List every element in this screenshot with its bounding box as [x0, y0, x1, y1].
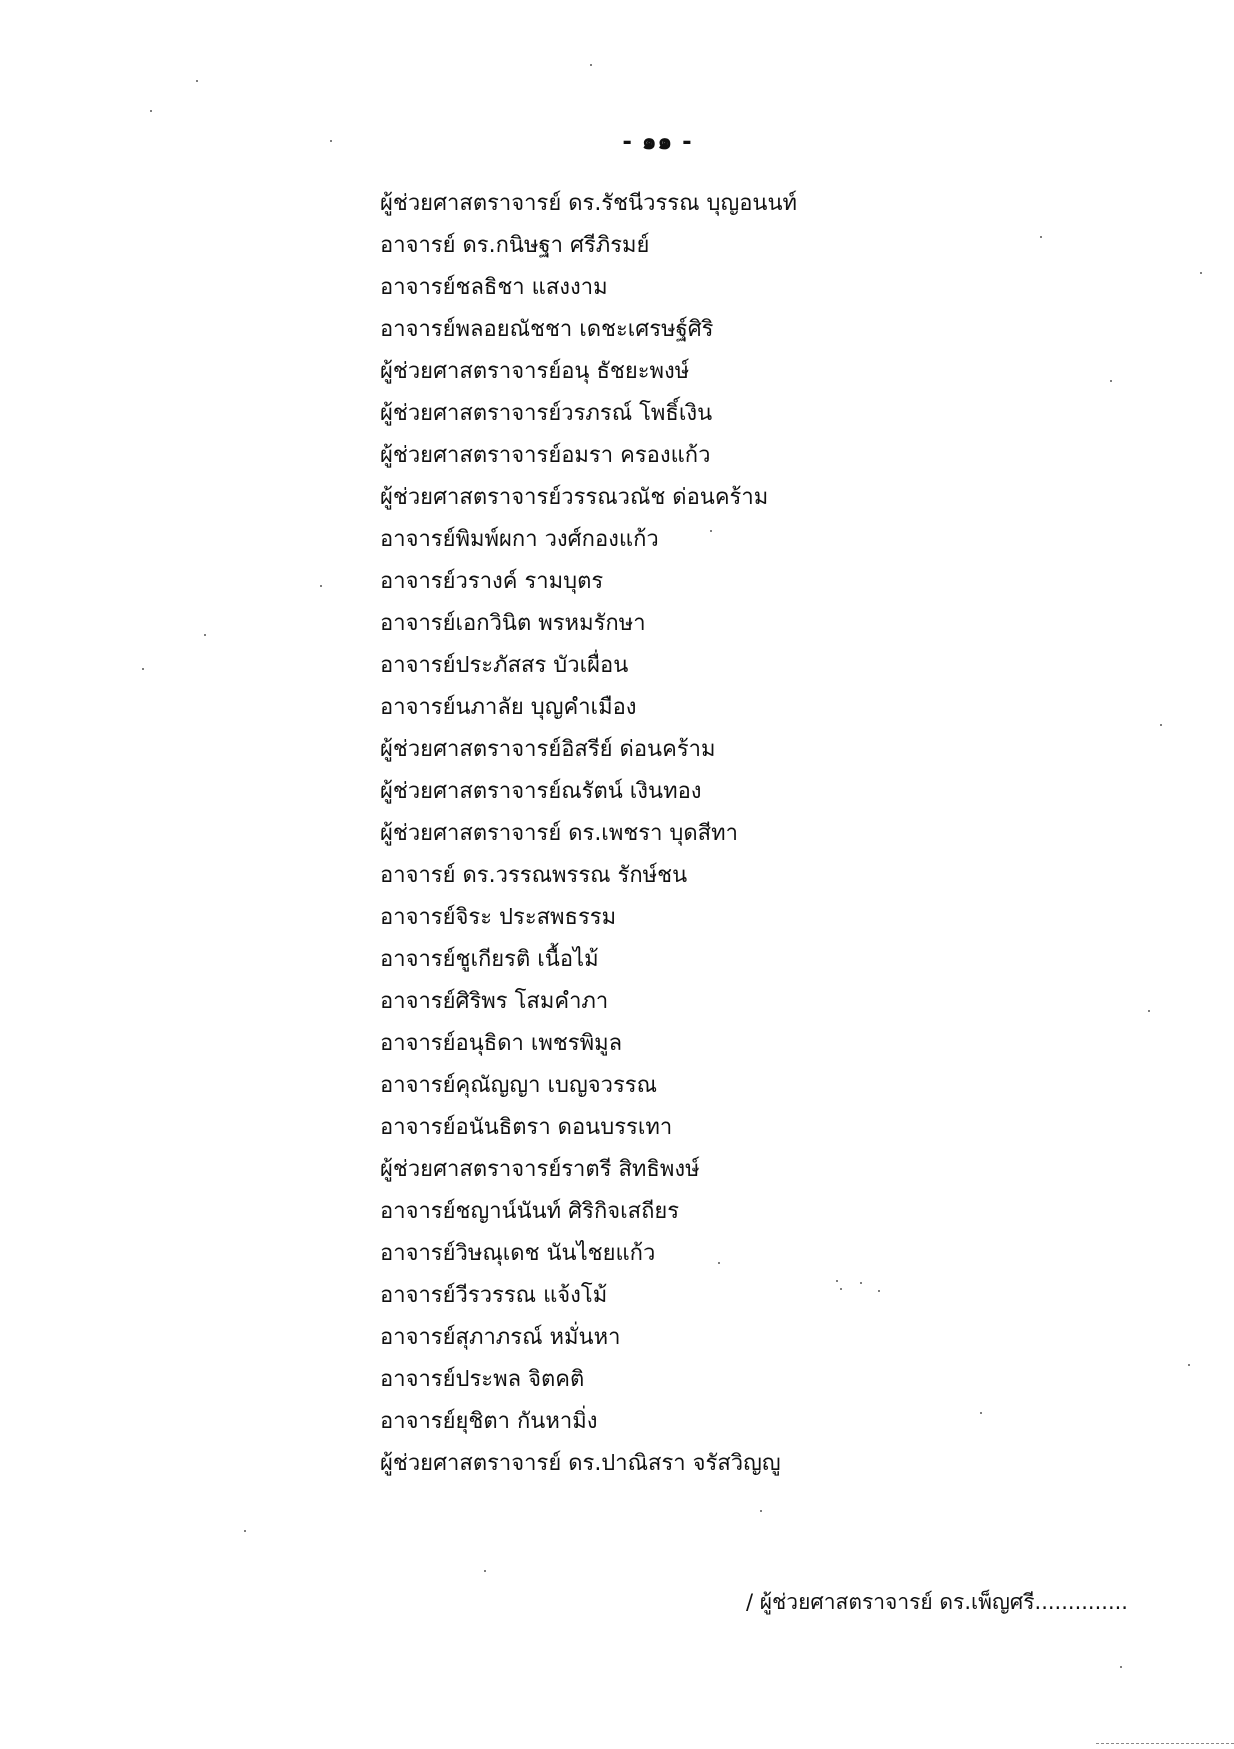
list-item: อาจารย์เอกวินิต พรหมรักษา: [380, 611, 646, 636]
scan-speck: [196, 80, 198, 82]
scan-speck: [860, 1282, 862, 1284]
scan-speck: [836, 1280, 838, 1282]
scan-speck: [760, 1510, 762, 1512]
scan-speck: [840, 1288, 842, 1290]
name-list: [380, 183, 797, 1485]
list-item: ผู้ช่วยศาสตราจารย์ ดร.ปาณิสรา จรัสวิญญู: [380, 1451, 781, 1476]
list-item: อาจารย์คุณัญญา เบญจวรรณ: [380, 1073, 657, 1098]
scan-speck: [330, 140, 332, 142]
list-item: อาจารย์นภาลัย บุญคำเมือง: [380, 695, 637, 720]
scan-speck: [1120, 1666, 1122, 1668]
scan-speck: [1188, 1364, 1190, 1366]
list-item: ผู้ช่วยศาสตราจารย์อมรา ครองแก้ว: [380, 443, 711, 468]
scan-speck: [1040, 236, 1042, 238]
list-item: อาจารย์ศิริพร โสมคำภา: [380, 989, 609, 1014]
scan-speck: [878, 1290, 880, 1292]
scan-speck: [1200, 272, 1202, 274]
list-item: อาจารย์ชญาน์นันท์ ศิริกิจเสถียร: [380, 1199, 680, 1224]
list-item: อาจารย์พลอยณัชชา เดชะเศรษฐ์ศิริ: [380, 317, 714, 342]
list-item: อาจารย์ประภัสสร บัวเผื่อน: [380, 653, 629, 678]
list-item: ผู้ช่วยศาสตราจารย์วรภรณ์ โพธิ์เงิน: [380, 401, 713, 426]
list-item: อาจารย์ ดร.วรรณพรรณ รักษ์ชน: [380, 863, 688, 888]
list-item: ผู้ช่วยศาสตราจารย์ราตรี สิทธิพงษ์: [380, 1157, 700, 1182]
list-item: อาจารย์อนุธิดา เพชรพิมูล: [380, 1031, 623, 1056]
page-number: - ๑๑ -: [622, 129, 693, 155]
list-item: อาจารย์วรางค์ รามบุตร: [380, 569, 604, 594]
scan-speck: [142, 668, 144, 670]
scan-speck: [718, 1262, 720, 1264]
list-item: ผู้ช่วยศาสตราจารย์ณรัตน์ เงินทอง: [380, 779, 702, 804]
list-item: อาจารย์สุภาภรณ์ หมั่นหา: [380, 1325, 621, 1350]
list-item: ผู้ช่วยศาสตราจารย์อิสรีย์ ด่อนคร้าม: [380, 737, 716, 762]
list-item: ผู้ช่วยศาสตราจารย์ ดร.รัชนีวรรณ บุญอนนท์: [380, 191, 797, 216]
scan-speck: [1148, 1010, 1150, 1012]
list-item: อาจารย์ ดร.กนิษฐา ศรีภิรมย์: [380, 233, 650, 258]
list-item: อาจารย์ยุชิตา กันหามิ่ง: [380, 1409, 598, 1434]
scan-speck: [710, 530, 712, 532]
scan-speck: [244, 1530, 246, 1532]
list-item: ผู้ช่วยศาสตราจารย์อนุ ธัชยะพงษ์: [380, 359, 690, 384]
continuation-note: / ผู้ช่วยศาสตราจารย์ ดร.เพ็ญศรี..............: [746, 1590, 1128, 1614]
list-item: อาจารย์วิษณุเดช นันไชยแก้ว: [380, 1241, 656, 1266]
list-item: อาจารย์พิมพ์ผกา วงศ์กองแก้ว: [380, 527, 659, 552]
list-item: อาจารย์วีรวรรณ แจ้งโม้: [380, 1283, 608, 1308]
list-item: ผู้ช่วยศาสตราจารย์วรรณวณัช ด่อนคร้าม: [380, 485, 769, 510]
list-item: ผู้ช่วยศาสตราจารย์ ดร.เพชรา บุดสีทา: [380, 821, 738, 846]
list-item: อาจารย์จิระ ประสพธรรม: [380, 905, 617, 930]
scan-speck: [1110, 380, 1112, 382]
list-item: อาจารย์อนันธิตรา ดอนบรรเทา: [380, 1115, 673, 1140]
scan-speck: [204, 634, 206, 636]
scan-speck: [320, 585, 322, 587]
scan-speck: [150, 110, 152, 112]
list-item: อาจารย์ชูเกียรติ เนื้อไม้: [380, 947, 599, 972]
list-item: อาจารย์ชลธิชา แสงงาม: [380, 275, 608, 300]
scan-speck: [1160, 724, 1162, 726]
scan-edge-rule: [1096, 1743, 1234, 1744]
scan-speck: [484, 1570, 486, 1572]
scan-speck: [980, 1412, 982, 1414]
scan-speck: [590, 64, 592, 66]
list-item: อาจารย์ประพล จิตคติ: [380, 1367, 585, 1392]
